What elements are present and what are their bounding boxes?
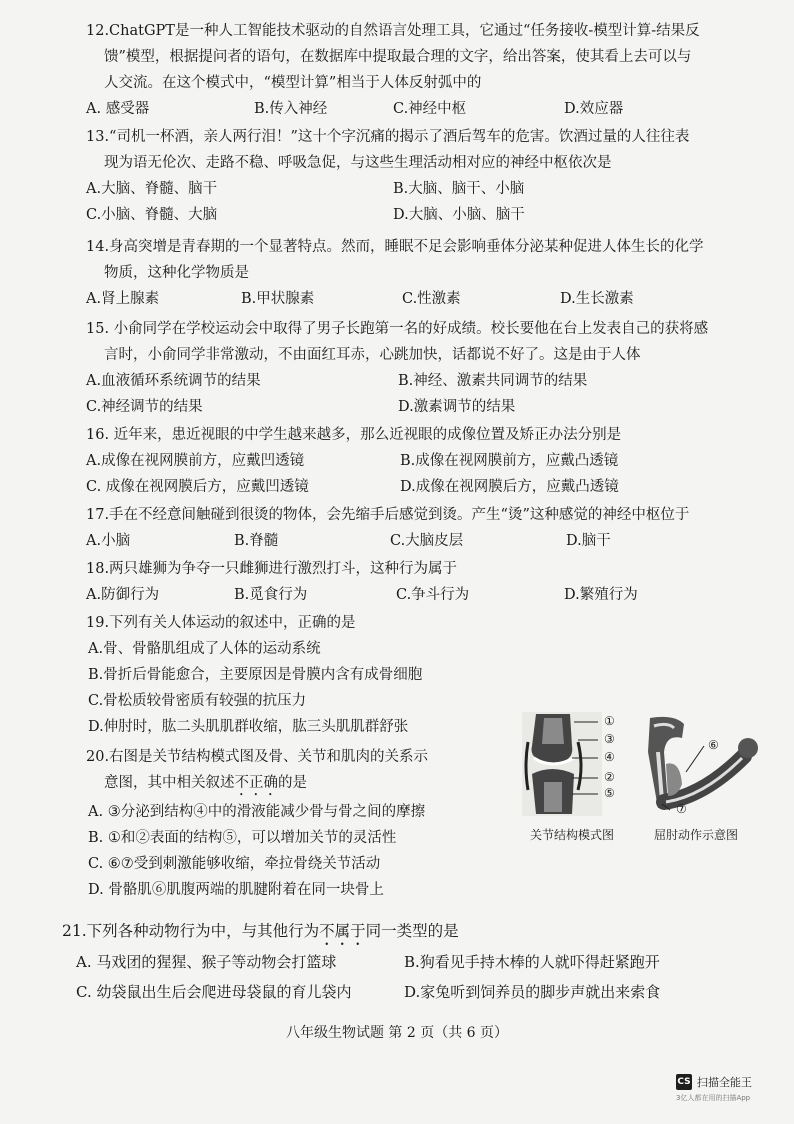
q13-option-b[interactable]: B.大脑、脑干、小脑 — [393, 181, 525, 197]
q17-line-1: 17.手在不经意间触碰到很烫的物体，会先缩手后感觉到烫。产生“烫”这种感觉的神经中枢位于 — [86, 507, 690, 523]
q16-option-b[interactable]: B.成像在视网膜前方，应戴凸透镜 — [400, 453, 619, 469]
q14-options — [86, 286, 704, 312]
q12-option-a[interactable]: A. 感受器 — [86, 101, 150, 117]
fist — [738, 738, 758, 758]
scanner-tagline: 3亿人都在用的扫描App — [676, 1094, 751, 1102]
joint-label-4: ④ — [604, 750, 615, 764]
q15-line-1: 15. 小俞同学在学校运动会中取得了男子长跑第一名的好成绩。校长要他在台上发表自己的获将感 — [86, 321, 709, 337]
q18-option-d[interactable]: D.繁殖行为 — [564, 587, 638, 603]
q12-line-3: 人交流。在这个模式中，“模型计算”相当于人体反射弧中的 — [104, 75, 482, 91]
q21-option-c[interactable]: C. 幼袋鼠出生后会爬进母袋鼠的育儿袋内 — [76, 983, 352, 1001]
q13-option-a[interactable]: A.大脑、脊髓、脑干 — [86, 181, 218, 197]
q13-option-d[interactable]: D.大脑、小脑、脑干 — [393, 207, 525, 223]
q18-line-1: 18.两只雄狮为争夺一只雌狮进行激烈打斗，这种行为属于 — [86, 561, 458, 577]
q15-option-d[interactable]: D.激素调节的结果 — [398, 399, 516, 415]
q14-option-d[interactable]: D.生长激素 — [560, 291, 634, 307]
q20-option-a[interactable]: A. ③分泌到结构④中的滑液能减少骨与骨之间的摩擦 — [88, 804, 426, 820]
q17-option-c[interactable]: C.大脑皮层 — [390, 533, 464, 549]
q20-option-c[interactable]: C. ⑥⑦受到刺激能够收缩，牵拉骨绕关节活动 — [88, 856, 381, 872]
question-16 — [86, 422, 621, 500]
scanner-name: 扫描全能王 — [697, 1076, 752, 1089]
q18-option-a[interactable]: A.防御行为 — [86, 587, 160, 603]
q18-options — [86, 582, 638, 608]
q18-option-c[interactable]: C.争斗行为 — [396, 587, 470, 603]
q16-option-a[interactable]: A.成像在视网膜前方，应戴凹透镜 — [86, 453, 305, 469]
q14-option-a[interactable]: A.肾上腺素 — [86, 291, 160, 307]
question-18 — [86, 556, 638, 608]
question-12 — [86, 18, 700, 122]
question-13 — [86, 124, 689, 228]
joint-caption: 关节结构模式图 — [530, 828, 615, 842]
q16-options-row1 — [86, 448, 621, 474]
scanner-badge — [676, 1074, 752, 1090]
q12-option-b[interactable]: B.传入神经 — [254, 101, 328, 117]
q15-option-b[interactable]: B.神经、激素共同调节的结果 — [398, 373, 588, 389]
q20-line-2-c: 的是 — [278, 775, 307, 791]
q16-line-1: 16. 近年来，患近视眼的中学生越来越多，那么近视眼的成像位置及矫正办法分别是 — [86, 427, 622, 443]
elbow-flexion-diagram — [644, 712, 764, 816]
q21-options-row1 — [62, 949, 660, 979]
q21-line-c: 同一类型的是 — [365, 922, 459, 940]
q17-option-b[interactable]: B.脊髓 — [234, 533, 279, 549]
q19-option-c[interactable]: C.骨松质较骨密质有较强的抗压力 — [88, 693, 307, 709]
q17-option-d[interactable]: D.脑干 — [566, 533, 611, 549]
q21-options-row2 — [62, 979, 661, 1009]
q21-line-1 — [62, 918, 459, 949]
q15-option-c[interactable]: C.神经调节的结果 — [86, 399, 203, 415]
q17-option-a[interactable]: A.小脑 — [86, 533, 131, 549]
q12-line-1: 12.ChatGPT是一种人工智能技术驱动的自然语言处理工具，它通过“任务接收-模型计算-结果反 — [86, 23, 700, 39]
q20-line-1: 20.右图是关节结构模式图及骨、关节和肌肉的关系示 — [86, 749, 429, 765]
joint-label-5: ⑤ — [604, 786, 615, 800]
q20-line-2 — [86, 770, 428, 799]
cs-logo-icon: CS — [676, 1074, 692, 1090]
q14-line-2: 物质，这种化学物质是 — [104, 265, 249, 281]
joint-label-2: ② — [604, 770, 615, 784]
question-14 — [86, 234, 704, 312]
q21-emphasis: 不属于 — [319, 922, 366, 940]
question-20 — [86, 744, 428, 903]
joint-structure-diagram — [522, 712, 602, 816]
q12-options — [86, 96, 700, 122]
q20-option-d[interactable]: D. 骨骼肌⑥肌腹两端的肌腱附着在同一块骨上 — [88, 882, 384, 898]
q13-line-1: 13.“司机一杯酒，亲人两行泪！”这十个字沉痛的揭示了酒后驾车的危害。饮酒过量的人往往表 — [86, 129, 690, 145]
lower-bone-marrow — [544, 782, 562, 812]
page-footer: 八年级生物试题 第 2 页（共 6 页） — [285, 1025, 509, 1041]
q12-option-c[interactable]: C.神经中枢 — [393, 101, 467, 117]
q21-option-a[interactable]: A. 马戏团的猩猩、猴子等动物会打篮球 — [76, 953, 337, 971]
joint-label-1: ① — [604, 714, 615, 728]
q15-options-row1 — [86, 368, 708, 394]
question-21 — [62, 918, 661, 1009]
q15-options-row2 — [86, 394, 708, 420]
q19-option-b[interactable]: B.骨折后骨能愈合，主要原因是骨膜内含有成骨细胞 — [88, 667, 423, 683]
q12-line-2: 馈”模型，根据提问者的语句，在数据库中提取最合理的文字，给出答案，使其看上去可以与 — [104, 49, 692, 65]
q14-line-1: 14.身高突增是青春期的一个显著特点。然而，睡眠不足会影响垂体分泌某种促进人体生长的化学 — [86, 239, 704, 255]
arm-caption: 屈肘动作示意图 — [654, 828, 739, 842]
q13-options-row2 — [86, 202, 689, 228]
question-19 — [86, 610, 422, 740]
q16-option-d[interactable]: D.成像在视网膜后方，应戴凸透镜 — [400, 479, 619, 495]
q14-option-b[interactable]: B.甲状腺素 — [241, 291, 315, 307]
question-15 — [86, 316, 708, 420]
arm-label-7: ⑦ — [676, 802, 687, 816]
question-17 — [86, 502, 689, 554]
q15-line-2: 言时，小俞同学非常激动，不由面红耳赤，心跳加快，话都说不好了。这是由于人体 — [104, 347, 641, 363]
q14-option-c[interactable]: C.性激素 — [402, 291, 461, 307]
q13-options-row1 — [86, 176, 689, 202]
q19-line-1: 19.下列有关人体运动的叙述中，正确的是 — [86, 615, 356, 631]
q21-option-b[interactable]: B.狗看见手持木棒的人就吓得赶紧跑开 — [404, 953, 660, 971]
upper-bone-marrow — [542, 718, 564, 744]
q16-option-c[interactable]: C. 成像在视网膜后方，应戴凹透镜 — [86, 479, 309, 495]
q13-line-2: 现为语无伦次、走路不稳、呼吸急促，与这些生理活动相对应的神经中枢依次是 — [104, 155, 612, 171]
joint-label-3: ③ — [604, 732, 615, 746]
q15-option-a[interactable]: A.血液循环系统调节的结果 — [86, 373, 261, 389]
q19-option-a[interactable]: A.骨、骨骼肌组成了人体的运动系统 — [88, 641, 321, 657]
q17-options — [86, 528, 689, 554]
q20-option-b[interactable]: B. ①和②表面的结构⑤，可以增加关节的灵活性 — [88, 830, 397, 846]
q20-line-2-a: 意图，其中相关叙述 — [104, 775, 235, 791]
label-line-6 — [686, 746, 704, 772]
q21-option-d[interactable]: D.家兔听到饲养员的脚步声就出来索食 — [404, 983, 661, 1001]
q19-option-d[interactable]: D.伸肘时，肱二头肌肌群收缩，肱三头肌肌群舒张 — [88, 719, 409, 735]
q13-option-c[interactable]: C.小脑、脊髓、大脑 — [86, 207, 218, 223]
q18-option-b[interactable]: B.觅食行为 — [234, 587, 308, 603]
q20-emphasis: 不正确 — [234, 775, 278, 791]
q16-options-row2 — [86, 474, 621, 500]
arm-label-6: ⑥ — [708, 738, 719, 752]
q12-option-d[interactable]: D.效应器 — [564, 101, 624, 117]
q21-line-a: 21.下列各种动物行为中，与其他行为 — [62, 922, 320, 940]
